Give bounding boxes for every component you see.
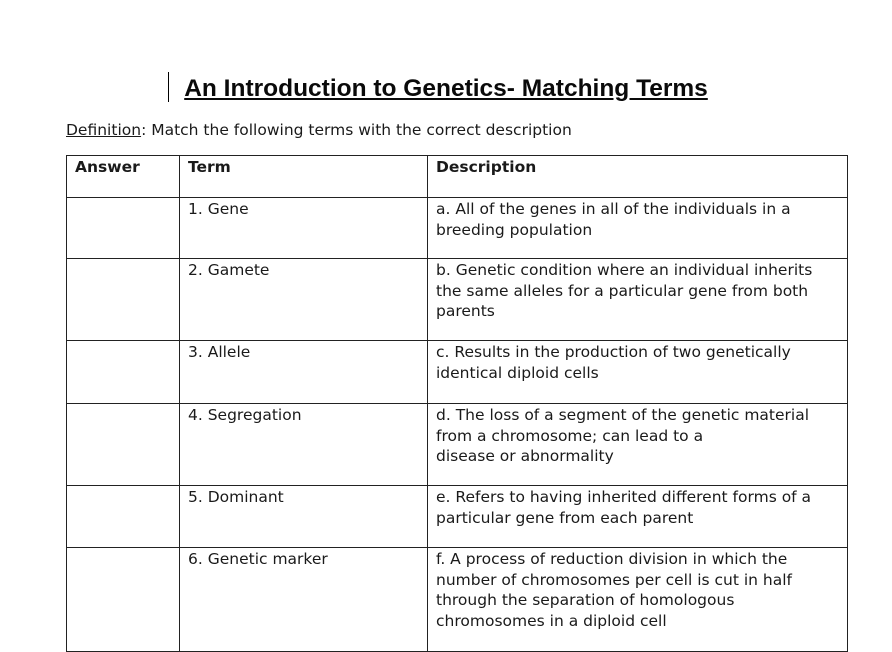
table-row <box>67 198 848 259</box>
term-cell: 6. Genetic marker <box>180 548 428 652</box>
description-line: disease or abnormality <box>436 447 614 465</box>
matching-table <box>66 155 848 652</box>
description-line: through the separation of homologous <box>436 591 735 609</box>
description-line: particular gene from each parent <box>436 508 694 527</box>
answer-cell[interactable] <box>67 341 180 404</box>
term-cell: 1. Gene <box>180 198 428 259</box>
description-line: a. All of the genes in all of the individuals in a <box>436 200 791 218</box>
description-line: d. The loss of a segment of the genetic material <box>436 406 810 424</box>
table-row <box>67 548 848 652</box>
description-line: f. A process of reduction division in which the <box>436 550 788 568</box>
header-term: Term <box>180 156 428 198</box>
answer-cell[interactable] <box>67 198 180 259</box>
description-line: chromosomes in a diploid cell <box>436 611 667 630</box>
description-line: number of chromosomes per cell is cut in half <box>436 570 793 589</box>
description-cell <box>428 486 848 548</box>
description-cell <box>428 341 848 404</box>
table-row <box>67 404 848 486</box>
term-cell: 5. Dominant <box>180 486 428 548</box>
description-line: b. Genetic condition where an individual inherits <box>436 261 813 279</box>
description-line: the same alleles for a particular gene from both <box>436 281 809 300</box>
description-line: e. Refers to having inherited different forms of a <box>436 488 812 506</box>
description-cell <box>428 198 848 259</box>
description-cell <box>428 404 848 486</box>
term-cell: 4. Segregation <box>180 404 428 486</box>
description-line: from a chromosome; can lead to a <box>436 426 704 445</box>
page-title[interactable]: An Introduction to Genetics- Matching Terms <box>184 75 708 102</box>
table-row <box>67 259 848 341</box>
answer-cell[interactable] <box>67 548 180 652</box>
description-line: c. Results in the production of two genetically <box>436 343 791 361</box>
answer-cell[interactable] <box>67 404 180 486</box>
description-cell <box>428 259 848 341</box>
description-line: breeding population <box>436 220 593 239</box>
definition-text: : Match the following terms with the correct description <box>141 121 572 139</box>
answer-cell[interactable] <box>67 259 180 341</box>
definition-label: Definition <box>66 121 142 139</box>
description-line: parents <box>436 302 495 320</box>
term-cell: 3. Allele <box>180 341 428 404</box>
table-header-row <box>67 156 848 198</box>
table-row <box>67 486 848 548</box>
description-cell <box>428 548 848 652</box>
term-cell: 2. Gamete <box>180 259 428 341</box>
answer-cell[interactable] <box>67 486 180 548</box>
header-description: Description <box>428 156 848 198</box>
definition-line[interactable] <box>66 120 572 140</box>
header-answer: Answer <box>67 156 180 198</box>
description-line: identical diploid cells <box>436 363 599 382</box>
table-row <box>67 341 848 404</box>
